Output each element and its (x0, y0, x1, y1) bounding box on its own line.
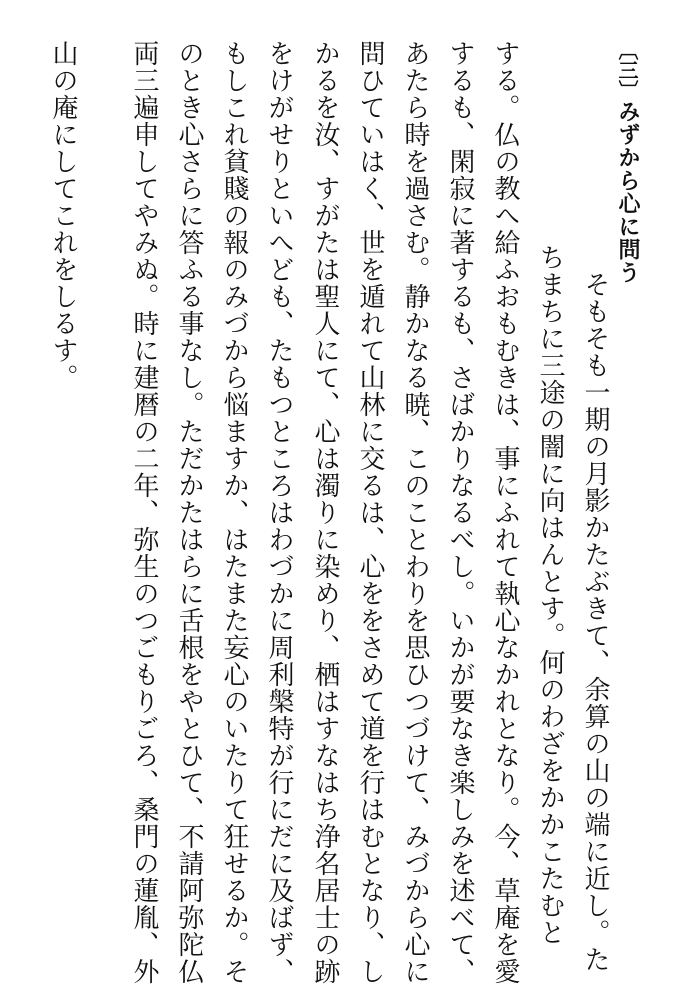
body-line-6: 問ひていはく、世を遁れて山林に交るは、心ををさめて道を行はむとなり、し (355, 40, 385, 985)
body-line-3: する。仏の教へ給ふおもむきは、事にふれて執心なかれとなり。今、草庵を愛 (490, 40, 520, 985)
body-line-1: そもそも一期の月影かたぶきて、余算の山の端に近し。た (580, 244, 610, 973)
body-line-12: 山の庵にしてこれをしるす。 (48, 40, 78, 391)
body-line-4: するも、閑寂に著するも、さばかりなるべし。いかが要なき楽しみを述べて、 (445, 40, 475, 985)
body-line-10: のとき心さらに答ふる事なし。ただかたはらに舌根をやとひて、不請阿弥陀仏 (174, 40, 204, 985)
body-line-11: 両三遍申してやみぬ。時に建暦の二年、弥生のつごもりごろ、桑門の蓮胤、外 (129, 40, 159, 985)
body-line-8: をけがせりといへども、たもつところはわづかに周利槃特が行にだに及ばず、 (264, 40, 294, 985)
section-heading (614, 40, 640, 284)
body-line-2: ちまちに三途の闇に向はんとす。何のわざをかかこたむと (535, 244, 565, 946)
body-line-7: かるを汝、すがたは聖人にて、心は濁りに染めり、栖はすなはち浄名居士の跡 (310, 40, 340, 985)
section-number: 〔三〕 (615, 40, 639, 100)
body-line-5: あたら時を過さむ。静かなる暁、このことわりを思ひつづけて、みづから心に (400, 40, 430, 985)
body-line-9: もしこれ貧賤の報のみづから悩ますか、はたまた妄心のいたりて狂せるか。そ (219, 40, 249, 985)
section-title: みずから心に問う (615, 100, 640, 284)
